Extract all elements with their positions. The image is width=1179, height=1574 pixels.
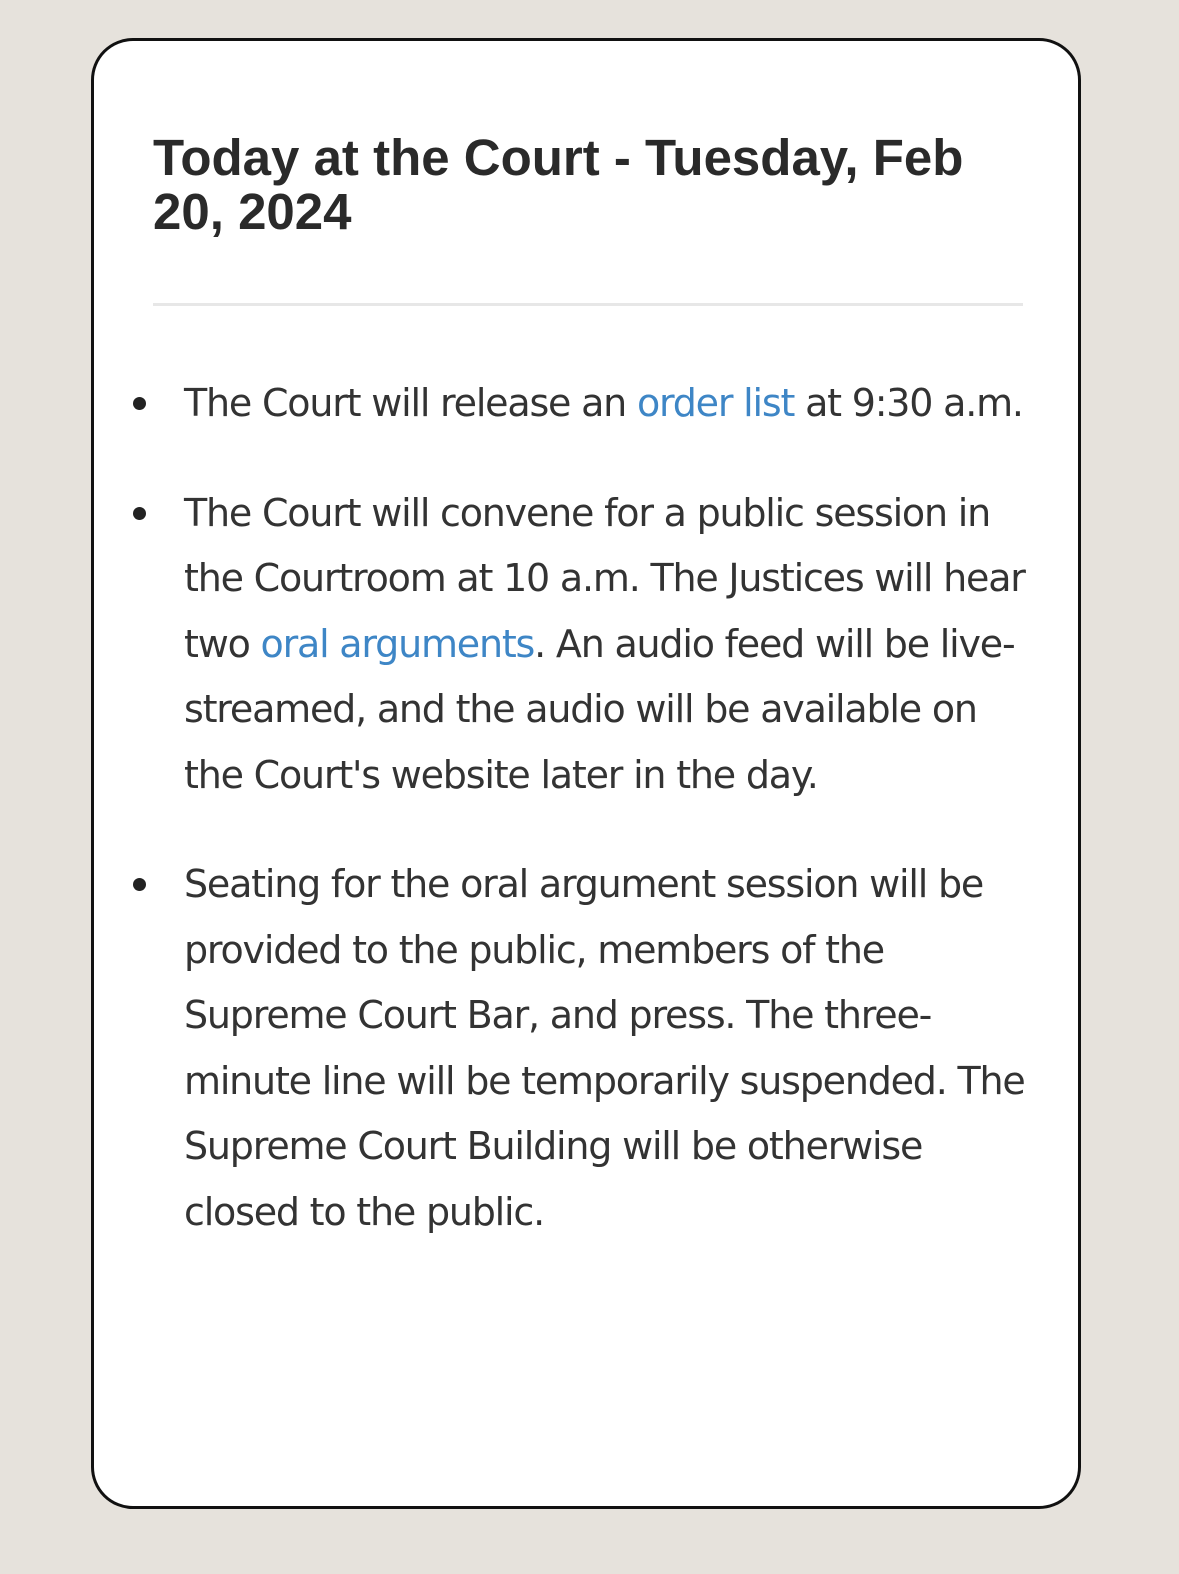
- notice-public-session: [94, 481, 1084, 809]
- notice-text: at 9:30 a.m.: [794, 381, 1023, 425]
- notice-text: . An audio feed will be live-streamed, and the audio will be available on the Court's website later in the day.: [184, 621, 1015, 797]
- notice-seating: [94, 852, 1084, 1245]
- notice-text: The Court will release an: [184, 381, 637, 425]
- today-at-court-card: [91, 38, 1081, 1509]
- bullet-icon: [133, 878, 146, 891]
- bullet-icon: [133, 507, 146, 520]
- notice-text: The Court will convene for a public session in the Courtroom at 10 a.m. The Justices will hear two: [184, 490, 1025, 666]
- notice-list: [94, 371, 1084, 1289]
- oral-arguments-link[interactable]: oral arguments: [260, 621, 535, 666]
- notice-text: Seating for the oral argument session will be provided to the public, members of the Supreme Court Bar, and press. The three-minute line will be temporarily suspended. The Supreme Court Building will be otherwise closed to the public.: [184, 862, 1025, 1234]
- order-list-link[interactable]: order list: [636, 381, 795, 425]
- notice-order-list: [94, 371, 1084, 437]
- bullet-icon: [133, 397, 146, 410]
- card-title: Today at the Court - Tuesday, Feb 20, 2024: [153, 129, 964, 240]
- title-divider: [153, 303, 1023, 306]
